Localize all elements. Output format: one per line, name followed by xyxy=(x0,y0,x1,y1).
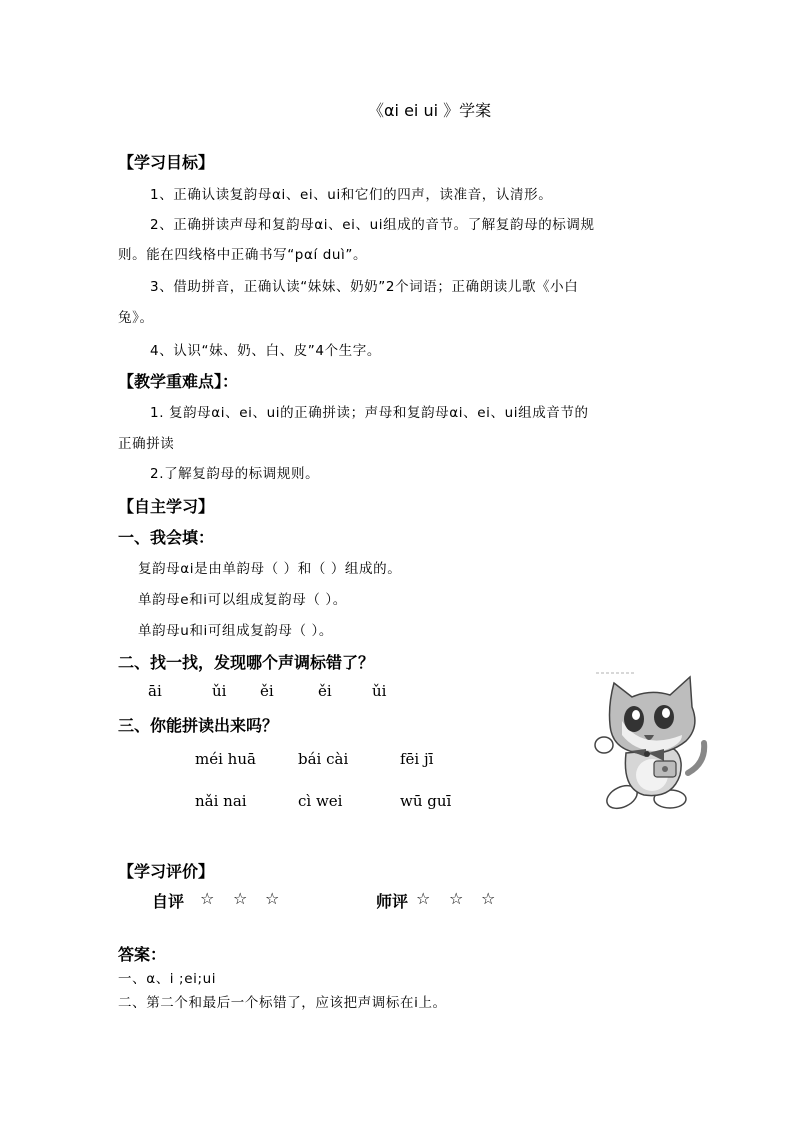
fill-item: 单韵母u和i可组成复韵母（ ）。 xyxy=(138,623,333,639)
key-point-line: 2.了解复韵母的标调规则。 xyxy=(150,466,320,482)
answer-line: 一、α、i ;ei;ui xyxy=(118,971,217,987)
pinyin-word: fēi jī xyxy=(400,750,434,768)
objectives-header: 【学习目标】 xyxy=(118,153,215,172)
objective-line: 2、正确拼读声母和复韵母αi、ei、ui组成的音节。了解复韵母的标调规 xyxy=(150,217,595,233)
tone-item: ǔi xyxy=(212,682,227,700)
star-icon[interactable]: ☆ xyxy=(449,889,464,908)
tone-item: ěi xyxy=(318,682,332,700)
pinyin-word: bái cài xyxy=(298,750,349,768)
part2-title: 二、找一找，发现哪个声调标错了？ xyxy=(118,653,375,672)
pinyin-word: méi huā xyxy=(195,750,256,768)
key-points-header: 【教学重难点】： xyxy=(118,372,239,391)
star-icon[interactable]: ☆ xyxy=(481,889,496,908)
objective-line: 兔》。 xyxy=(118,310,154,326)
key-point-line: 正确拼读 xyxy=(118,436,175,452)
objective-line: 1、正确认读复韵母αi、ei、ui和它们的四声，读准音，认清形。 xyxy=(150,187,553,203)
pinyin-word: cì wei xyxy=(298,792,343,810)
self-eval-label: 自评 xyxy=(152,892,185,911)
cat-mascot-illustration xyxy=(592,665,710,810)
teacher-eval-label: 师评 xyxy=(376,892,409,911)
evaluation-header: 【学习评价】 xyxy=(118,862,215,881)
objective-line: 则。能在四线格中正确书写“pαí duì”。 xyxy=(118,247,368,263)
star-icon[interactable]: ☆ xyxy=(265,889,280,908)
fill-item: 复韵母αi是由单韵母（ ）和（ ）组成的。 xyxy=(138,561,402,577)
document-title: 《αi ei ui 》学案 xyxy=(368,101,492,120)
star-icon[interactable]: ☆ xyxy=(416,889,431,908)
objective-line: 4、认识“妹、奶、白、皮”4个生字。 xyxy=(150,343,381,359)
star-icon[interactable]: ☆ xyxy=(200,889,215,908)
key-point-line: 1. 复韵母αi、ei、ui的正确拼读；声母和复韵母αi、ei、ui组成音节的 xyxy=(150,405,589,421)
part1-title: 一、我会填： xyxy=(118,528,215,547)
objective-line: 3、借助拼音，正确认读“妹妹、奶奶”2个词语；正确朗读儿歌《小白 xyxy=(150,279,579,295)
tone-item: ǔi xyxy=(372,682,387,700)
tone-item: āi xyxy=(148,682,162,700)
answers-header: 答案： xyxy=(118,945,167,964)
pinyin-word: wū guī xyxy=(400,792,452,810)
answer-line: 二、第二个和最后一个标错了，应该把声调标在i上。 xyxy=(118,995,447,1011)
tone-item: ěi xyxy=(260,682,274,700)
pinyin-word: nǎi nai xyxy=(195,792,247,810)
self-study-header: 【自主学习】 xyxy=(118,497,215,516)
star-icon[interactable]: ☆ xyxy=(233,889,248,908)
part3-title: 三、你能拼读出来吗？ xyxy=(118,716,279,735)
fill-item: 单韵母e和i可以组成复韵母（ ）。 xyxy=(138,592,347,608)
